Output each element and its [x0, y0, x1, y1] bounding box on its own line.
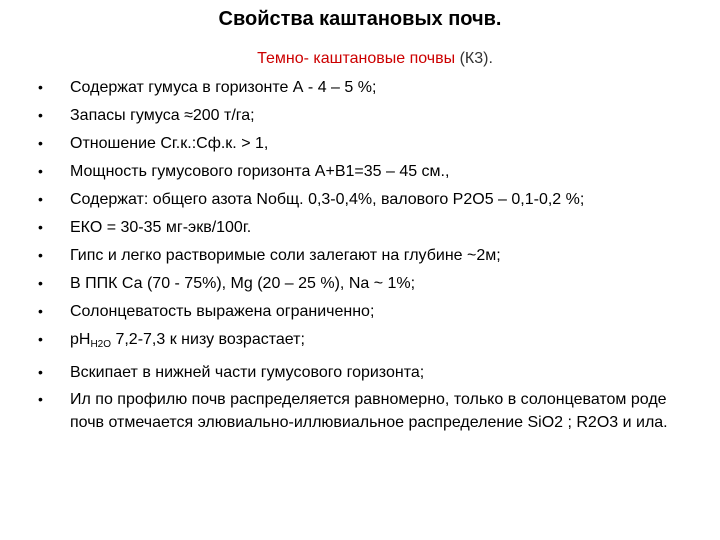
list-item-text: Мощность гумусового горизонта А+В1=35 – 45 см., — [70, 163, 450, 180]
ph-label: рН — [70, 331, 91, 348]
list-item — [38, 160, 690, 183]
bullet-icon: • — [38, 107, 43, 123]
bullet-icon: • — [38, 303, 43, 319]
list-item-text: Ил по профилю почв распределяется равномерно, только в солонцеватом роде почв отмечается элювиально-иллювиальное распределение SiO2 ; R2O3 и ила. — [70, 391, 668, 431]
list-item-ph — [38, 328, 690, 356]
list-item-text: ЕКО = 30-35 мг-экв/100г. — [70, 219, 252, 236]
list-item-text: Вскипает в нижней части гумусового горизонта; — [70, 364, 425, 381]
ph-subscript: Н2О — [90, 339, 112, 350]
list-item — [38, 188, 690, 211]
bullet-icon: • — [38, 391, 43, 407]
list-item-text: Запасы гумуса ≈200 т/га; — [70, 107, 255, 124]
bullet-icon: • — [38, 331, 43, 347]
slide-title: Свойства каштановых почв. — [218, 8, 502, 30]
properties-list — [38, 76, 690, 439]
slide-subtitle — [0, 50, 720, 68]
list-item-text: Отношение Сг.к.:Сф.к. > 1, — [70, 135, 269, 152]
bullet-icon: • — [38, 219, 43, 235]
bullet-icon: • — [38, 79, 43, 95]
list-item — [38, 361, 690, 384]
list-item-text: Гипс и легко растворимые соли залегают на глубине ~2м; — [70, 247, 501, 264]
subtitle-soil-name: Темно- каштановые почвы — [257, 50, 460, 67]
list-item-text: Содержат гумуса в горизонте А - 4 – 5 %; — [70, 79, 377, 96]
bullet-icon: • — [38, 364, 43, 380]
list-item — [38, 104, 690, 127]
ph-value-text: 7,2-7,3 к низу возрастает; — [111, 331, 305, 348]
list-item — [38, 388, 690, 434]
list-item-text: Содержат: общего азота Nобщ. 0,3-0,4%, валового Р2О5 – 0,1-0,2 %; — [70, 191, 585, 208]
list-item — [38, 272, 690, 295]
list-item-text: В ППК Са (70 - 75%), Мg (20 – 25 %), Na ~ 1%; — [70, 275, 416, 292]
list-item — [38, 300, 690, 323]
bullet-icon: • — [38, 275, 43, 291]
list-item — [38, 76, 690, 99]
bullet-icon: • — [38, 247, 43, 263]
list-item — [38, 132, 690, 155]
list-item — [38, 244, 690, 267]
bullet-icon: • — [38, 135, 43, 151]
subtitle-code: (К3). — [459, 50, 493, 67]
bullet-icon: • — [38, 163, 43, 179]
list-item — [38, 216, 690, 239]
bullet-icon: • — [38, 191, 43, 207]
list-item-text: Солонцеватость выражена ограниченно; — [70, 303, 375, 320]
